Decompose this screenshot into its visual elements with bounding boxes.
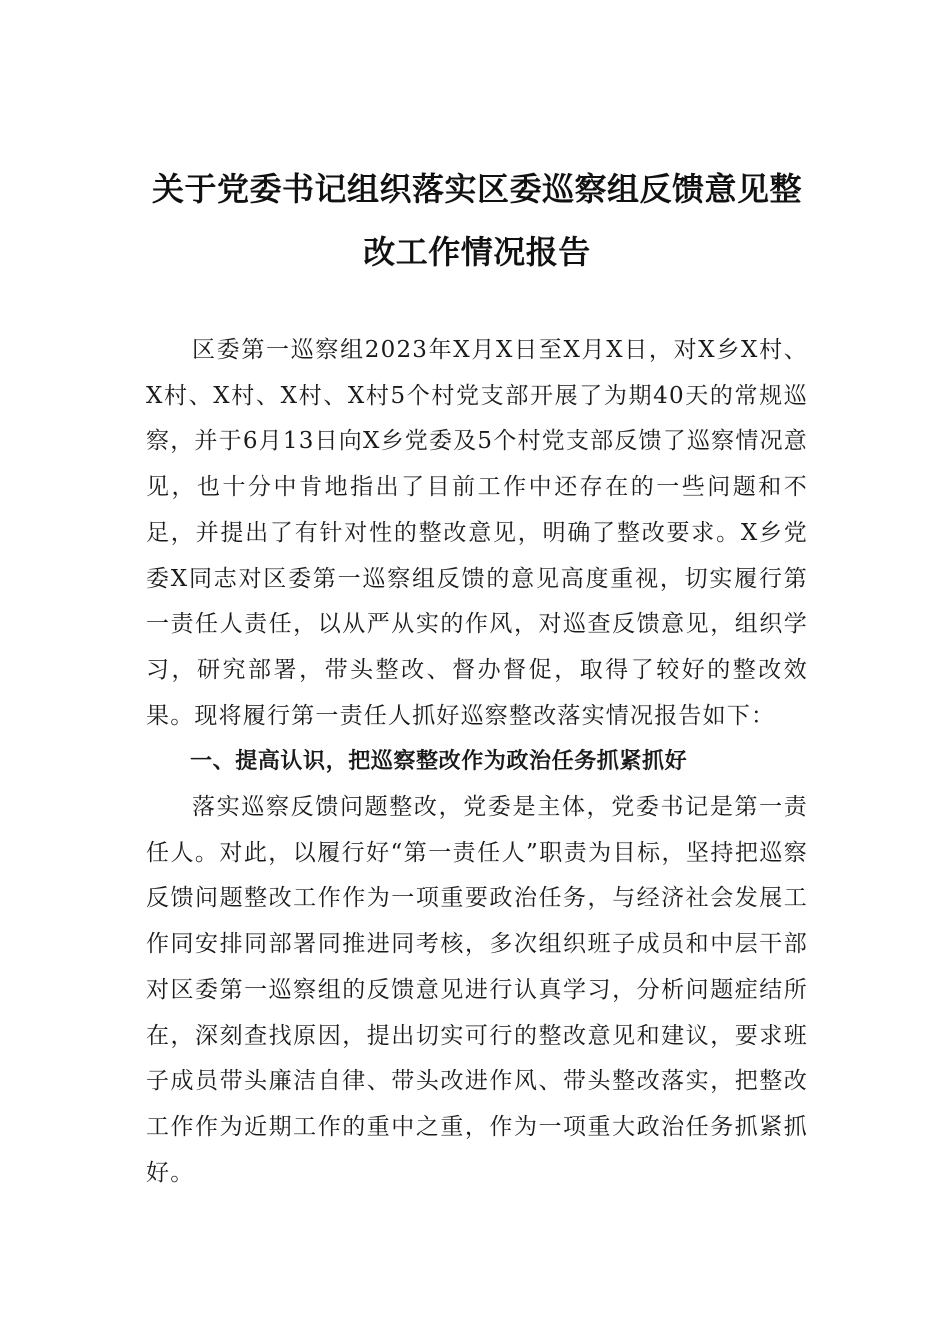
document-title: 关于党委书记组织落实区委巡察组反馈意见整改工作情况报告 xyxy=(151,170,802,271)
document-body xyxy=(146,328,808,1196)
paragraph-section-1: 落实巡察反馈问题整改，党委是主体，党委书记是第一责任人。对此，以履行好“第一责任人”职责为目标，坚持把巡察反馈问题整改工作作为一项重要政治任务，与经济社会发展工作同安排同部署同推进同考核，多次组织班子成员和中层干部对区委第一巡察组的反馈意见进行认真学习，分析问题症结所在，深刻查找原因，提出切实可行的整改意见和建议，要求班子成员带头廉洁自律、带头改进作风、带头整改落实，把整改工作作为近期工作的重中之重，作为一项重大政治任务抓紧抓好。 xyxy=(146,794,808,1186)
section-heading-1: 一、提高认识，把巡察整改作为政治任务抓紧抓好 xyxy=(190,749,688,775)
paragraph-intro: 区委第一巡察组2023年X月X日至X月X日，对X乡X村、X村、X村、X村、X村5个村党支部开展了为期40天的常规巡察，并于6月13日向X乡党委及5个村党支部反馈了巡察情况意见，也十分中肯地指出了目前工作中还存在的一些问题和不足，并提出了有针对性的整改意见，明确了整改要求。X乡党委X同志对区委第一巡察组反馈的意见高度重视，切实履行第一责任人责任，以从严从实的作风，对巡查反馈意见，组织学习，研究部署，带头整改、督办督促，取得了较好的整改效果。现将履行第一责任人抓好巡察整改落实情况报告如下： xyxy=(146,337,808,729)
